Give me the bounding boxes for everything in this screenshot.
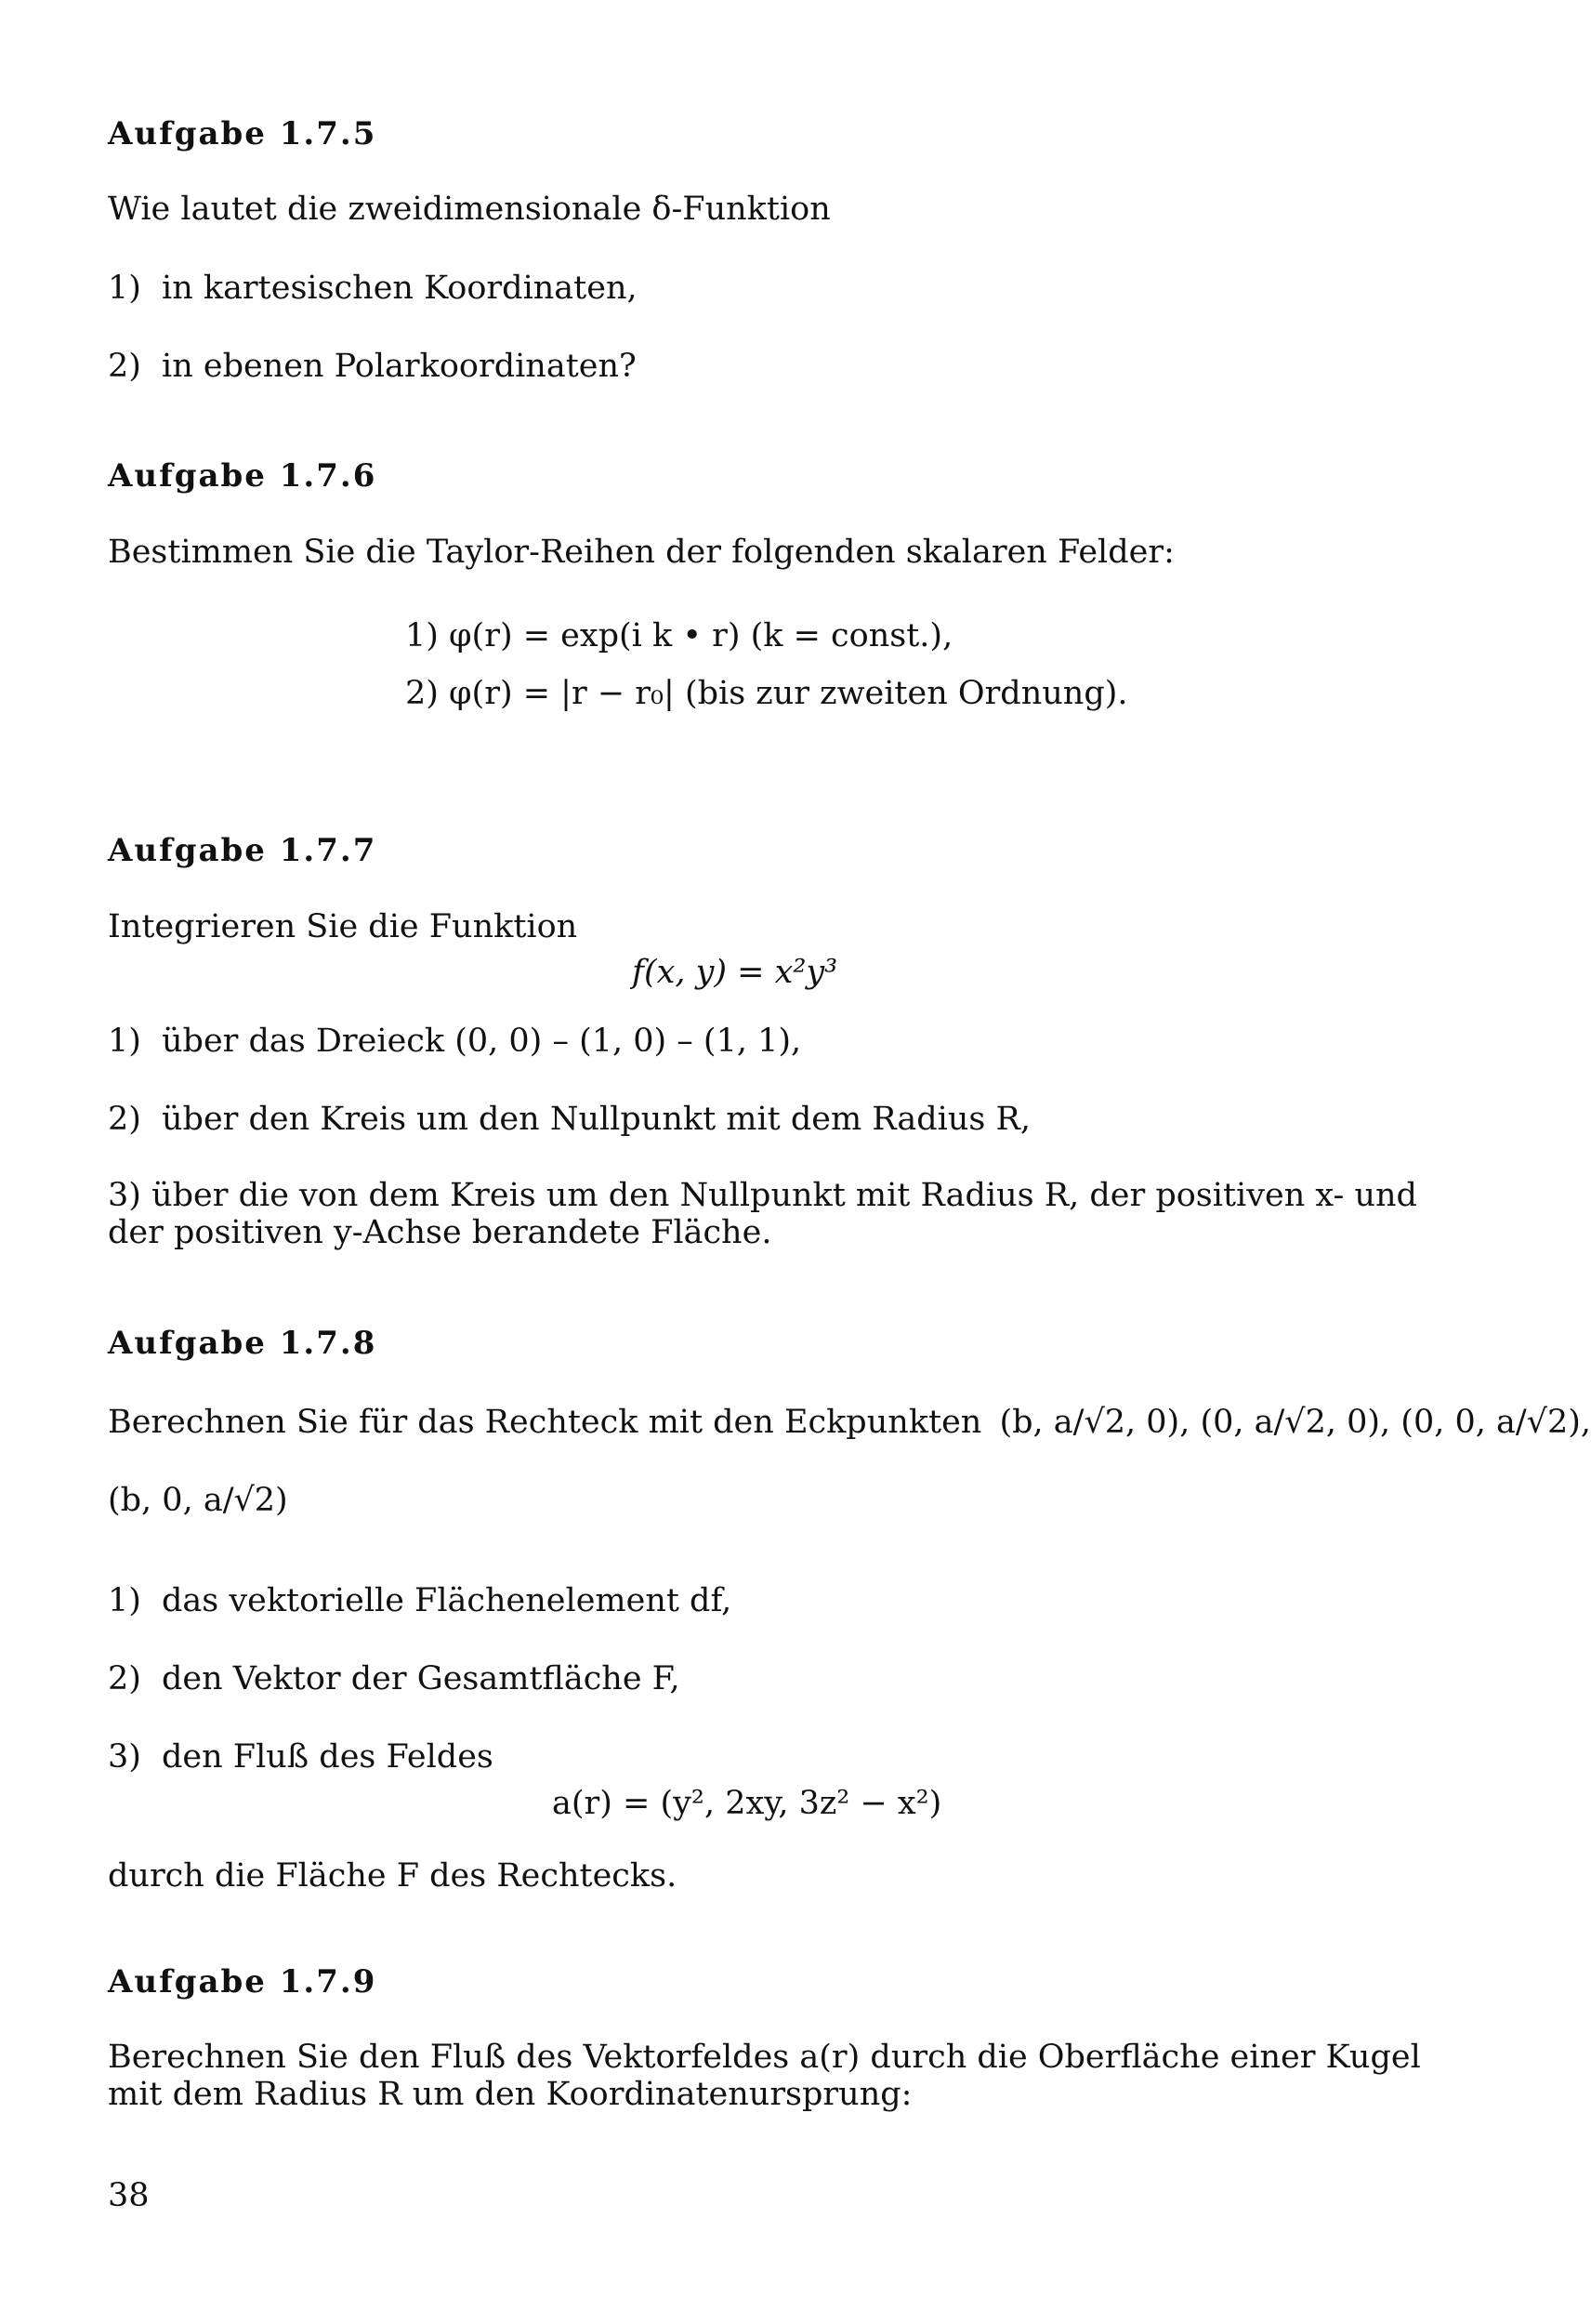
corner-point: (b, 0, a/√2): [108, 1482, 288, 1519]
item-number: 1): [108, 1023, 141, 1060]
list-item: [108, 1580, 1427, 1621]
page-number: 38: [108, 2177, 150, 2214]
list-item: [108, 1177, 1427, 1251]
item-text: in ebenen Polarkoordinaten?: [162, 348, 637, 385]
item-text: über die von dem Kreis um den Nullpunkt mit Radius R, der positiven x- und der positiven y-Achse berandete Fläche.: [108, 1177, 1417, 1251]
item-text: den Vektor der Gesamtfläche F,: [162, 1660, 680, 1697]
list-item: [108, 346, 1427, 387]
item-text: in kartesischen Koordinaten,: [162, 270, 638, 307]
corner-point: (0, a/√2, 0): [1200, 1404, 1381, 1441]
item-number: 3): [108, 1177, 141, 1214]
item-number: 1): [108, 1582, 141, 1619]
heading-1-7-5: Aufgabe 1.7.5: [108, 115, 377, 152]
item-text: das vektorielle Flächenelement df,: [162, 1582, 732, 1619]
list-item: [108, 1099, 1427, 1140]
item-text: den Fluß des Feldes: [162, 1738, 493, 1776]
heading-1-7-6: Aufgabe 1.7.6: [108, 457, 377, 495]
item-text: über den Kreis um den Nullpunkt mit dem Radius R,: [162, 1101, 1031, 1138]
rectangle-corners-line: Berechnen Sie für das Rechteck mit den Eckpunkten (b, a/√2, 0), (0, a/√2, 0), (0, 0, a/√2),: [108, 1404, 1591, 1441]
item-number: 2): [108, 1101, 141, 1138]
list-item: [108, 1736, 1427, 1777]
function-formula: f(x, y) = x²y³: [632, 954, 838, 991]
heading-1-7-9: Aufgabe 1.7.9: [108, 1963, 377, 2000]
heading-1-7-7: Aufgabe 1.7.7: [108, 832, 377, 869]
item-text: über das Dreieck (0, 0) – (1, 0) – (1, 1),: [162, 1023, 802, 1060]
intro-1-7-7: Integrieren Sie die Funktion: [108, 908, 578, 945]
item-number: 2): [108, 1660, 141, 1697]
list-item: [108, 1021, 1427, 1062]
intro-1-7-6: Bestimmen Sie die Taylor-Reihen der folgenden skalaren Felder:: [108, 534, 1175, 571]
item-number: 2): [108, 348, 141, 385]
outro-1-7-8: durch die Fläche F des Rechtecks.: [108, 1857, 677, 1895]
list-item: [108, 268, 1427, 309]
taylor-equation-2: 2) φ(r) = |r − r₀| (bis zur zweiten Ordnung).: [405, 675, 1128, 712]
heading-1-7-8: Aufgabe 1.7.8: [108, 1325, 377, 1362]
item-number: 1): [108, 270, 141, 307]
text-1-7-9: Berechnen Sie den Fluß des Vektorfeldes a(r) durch die Oberfläche einer Kugel mit dem Radius R um den Koordinatenursprung:: [108, 2039, 1421, 2113]
item-number: 3): [108, 1738, 141, 1776]
list-item: [108, 1658, 1427, 1699]
taylor-equation-1: 1) φ(r) = exp(i k • r) (k = const.),: [405, 617, 953, 654]
vector-field-formula: a(r) = (y², 2xy, 3z² − x²): [552, 1785, 942, 1822]
intro-1-7-8: Berechnen Sie für das Rechteck mit den Eckpunkten: [108, 1404, 982, 1441]
corner-point: (0, 0, a/√2): [1400, 1404, 1581, 1441]
corner-point: (b, a/√2, 0): [999, 1404, 1180, 1441]
intro-1-7-5: Wie lautet die zweidimensionale δ-Funktion: [108, 191, 831, 228]
